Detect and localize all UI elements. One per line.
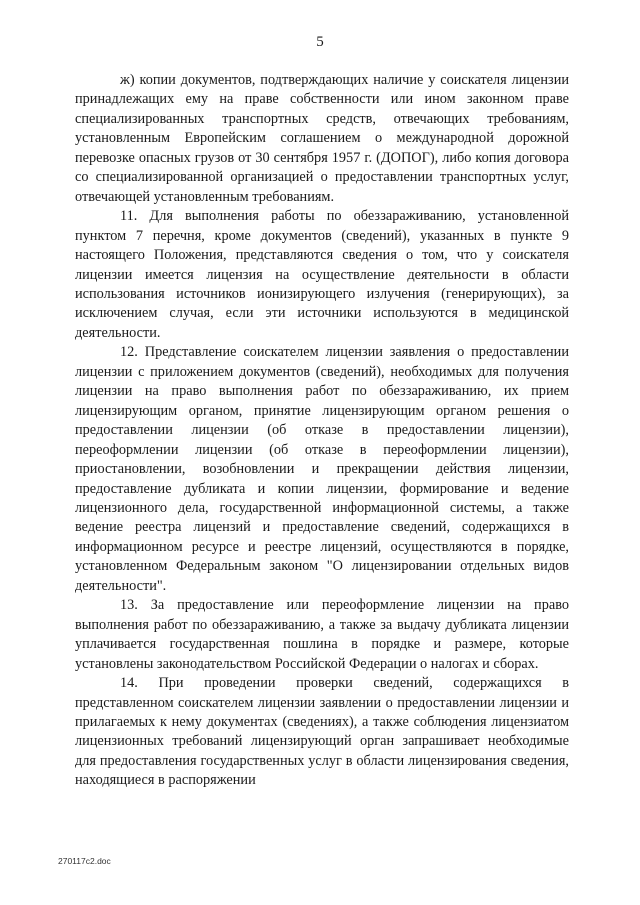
paragraph-11: 11. Для выполнения работы по обеззараживанию, установленной пунктом 7 перечня, кроме документов (сведений), указанных в пункте 9 настоящего Положения, представляются сведения о том, что у соискателя лицензии имеется лицензия на осуществление деятельности в области использования источников ионизирующего излучения (генерирующих), за исключением случая, если эти источники используются в медицинской деятельности. xyxy=(75,208,569,341)
paragraph-12: 12. Представление соискателем лицензии заявления о предоставлении лицензии с приложением документов (сведений), необходимых для получения лицензии на право выполнения работ по обеззараживанию, их прием лицензирующим органом, принятие лицензирующим органом решения о предоставлении лицензии (об отказе в предоставлении лицензии), переоформлении лицензии (об отказе в переоформлении лицензии), приостановлении, возобновлении и прекращении действия лицензии, предоставление дубликата и копии лицензии, формирование и ведение лицензионного дела, государственной информационной системы, а также ведение реестра лицензий и предоставление сведений, содержащихся в информационном ресурсе и реестре лицензий, осуществляются в порядке, установленном Федеральным законом "О лицензировании отдельных видов деятельности". xyxy=(75,344,569,594)
paragraph-14: 14. При проведении проверки сведений, содержащихся в представленном соискателем лицензии заявлении о предоставлении лицензии и прилагаемых к нему документах (сведениях), а также соблюдения лицензиатом лицензионных требований лицензирующий орган запрашивает необходимые для предоставления государственных услуг в области лицензирования сведения, находящиеся в распоряжении xyxy=(75,675,569,789)
paragraph-13: 13. За предоставление или переоформление лицензии на право выполнения работ по обеззараживанию, а также за выдачу дубликата лицензии уплачивается государственная пошлина в порядке и размере, которые установлены законодательством Российской Федерации о налогах и сборах. xyxy=(75,597,569,672)
page-number: 5 xyxy=(316,34,324,50)
document-body xyxy=(75,71,569,791)
paragraph-zh-copies: ж) копии документов, подтверждающих наличие у соискателя лицензии принадлежащих ему на праве собственности или ином законном праве специализированных транспортных средств, отвечающих требованиям, установленным Европейским соглашением о международной дорожной перевозке опасных грузов от 30 сентября 1957 г. (ДОПОГ), либо копия договора со специализированной организацией о предоставлении транспортных услуг, отвечающей установленным требованиям. xyxy=(75,72,569,205)
footer-filename: 270117c2.doc xyxy=(58,856,111,866)
